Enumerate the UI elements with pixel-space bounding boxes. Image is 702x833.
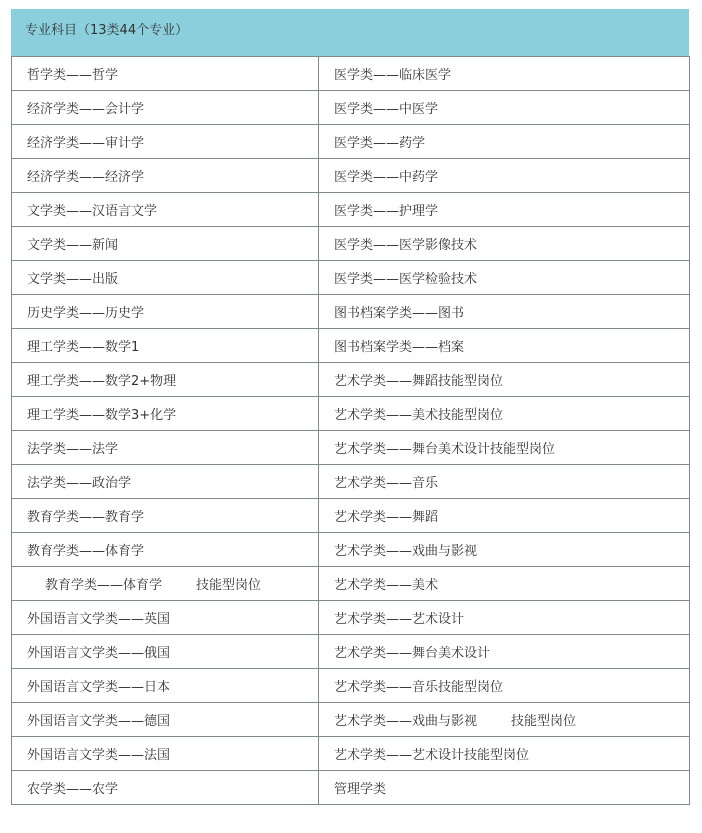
left-cell-text: 外国语言文学类——英国 — [27, 612, 171, 627]
right-cell — [319, 567, 690, 601]
left-cell-text: 教育学类——教育学 — [27, 510, 145, 525]
left-cell-text: 经济学类——经济学 — [27, 170, 145, 185]
left-cell — [12, 329, 319, 363]
right-cell-text: 医学类——医学影像技术 — [334, 238, 478, 253]
table-row — [12, 431, 690, 465]
table-row — [12, 261, 690, 295]
table-row — [12, 227, 690, 261]
left-cell — [12, 295, 319, 329]
right-cell — [319, 601, 690, 635]
table-row — [12, 533, 690, 567]
right-cell — [319, 533, 690, 567]
left-cell — [12, 567, 319, 601]
left-cell-text: 经济学类——会计学 — [27, 102, 145, 117]
right-cell-text: 管理学类 — [334, 782, 387, 797]
right-cell-text: 艺术学类——音乐 — [334, 476, 439, 491]
left-cell-text: 理工学类——数学2+物理 — [27, 374, 177, 389]
left-cell-text: 理工学类——数学1 — [27, 340, 140, 355]
table-row — [12, 567, 690, 601]
right-cell — [319, 499, 690, 533]
left-cell — [12, 159, 319, 193]
left-cell-text: 农学类——农学 — [27, 782, 119, 797]
right-cell-suffix: 技能型岗位 — [511, 714, 577, 729]
table-row — [12, 159, 690, 193]
right-cell — [319, 261, 690, 295]
left-cell — [12, 533, 319, 567]
left-cell — [12, 363, 319, 397]
right-cell — [319, 669, 690, 703]
right-cell — [319, 363, 690, 397]
table-row — [12, 295, 690, 329]
right-cell — [319, 227, 690, 261]
table-row — [12, 363, 690, 397]
table-row — [12, 771, 690, 805]
left-cell — [12, 771, 319, 805]
right-cell-text: 艺术学类——舞蹈技能型岗位 — [334, 374, 504, 389]
right-cell — [319, 57, 690, 91]
left-cell-text: 外国语言文学类——日本 — [27, 680, 171, 695]
left-cell-text: 教育学类——体育学 — [27, 544, 145, 559]
table-row — [12, 601, 690, 635]
right-cell-text: 艺术学类——舞蹈 — [334, 510, 439, 525]
table-row — [12, 397, 690, 431]
table-row — [12, 737, 690, 771]
left-cell — [12, 261, 319, 295]
right-cell — [319, 397, 690, 431]
left-cell — [12, 703, 319, 737]
table-row — [12, 329, 690, 363]
right-cell-text: 艺术学类——美术技能型岗位 — [334, 408, 504, 423]
right-cell-text: 艺术学类——舞台美术设计技能型岗位 — [334, 442, 556, 457]
left-cell-text: 法学类——政治学 — [27, 476, 132, 491]
left-cell — [12, 193, 319, 227]
left-cell-text: 法学类——法学 — [27, 442, 119, 457]
right-cell — [319, 431, 690, 465]
left-cell-text: 文学类——出版 — [27, 272, 119, 287]
left-cell-text: 外国语言文学类——德国 — [27, 714, 171, 729]
right-cell-text: 医学类——医学检验技术 — [334, 272, 478, 287]
right-cell — [319, 295, 690, 329]
left-cell-text: 教育学类——体育学 — [45, 578, 163, 593]
left-cell-text: 外国语言文学类——俄国 — [27, 646, 171, 661]
right-cell — [319, 91, 690, 125]
right-cell — [319, 771, 690, 805]
table-row — [12, 193, 690, 227]
left-cell — [12, 91, 319, 125]
right-cell-text: 图书档案学类——图书 — [334, 306, 465, 321]
right-cell-text: 医学类——中医学 — [334, 102, 439, 117]
right-cell-text: 医学类——中药学 — [334, 170, 439, 185]
right-cell — [319, 465, 690, 499]
table-row — [12, 465, 690, 499]
left-cell-text: 理工学类——数学3+化学 — [27, 408, 177, 423]
right-cell — [319, 635, 690, 669]
right-cell — [319, 159, 690, 193]
left-cell — [12, 125, 319, 159]
right-cell-text: 艺术学类——戏曲与影视 — [334, 714, 478, 729]
right-cell-text: 艺术学类——舞台美术设计 — [334, 646, 491, 661]
right-cell-text: 艺术学类——戏曲与影视 — [334, 544, 478, 559]
left-cell-suffix: 技能型岗位 — [196, 578, 262, 593]
table-row — [12, 703, 690, 737]
right-cell-text: 艺术学类——音乐技能型岗位 — [334, 680, 504, 695]
left-cell-text: 历史学类——历史学 — [27, 306, 145, 321]
right-cell — [319, 737, 690, 771]
left-cell — [12, 397, 319, 431]
subjects-table — [11, 9, 689, 805]
left-cell — [12, 737, 319, 771]
left-cell — [12, 227, 319, 261]
left-cell-text: 哲学类——哲学 — [27, 68, 119, 83]
left-cell — [12, 669, 319, 703]
right-cell — [319, 329, 690, 363]
left-cell — [12, 635, 319, 669]
left-cell — [12, 431, 319, 465]
table-row — [12, 669, 690, 703]
right-cell-text: 医学类——临床医学 — [334, 68, 452, 83]
table-row — [12, 57, 690, 91]
table-row — [12, 635, 690, 669]
header-title: 专业科目（13类44个专业） — [25, 23, 189, 38]
left-cell — [12, 499, 319, 533]
left-cell — [12, 465, 319, 499]
left-cell-text: 文学类——汉语言文学 — [27, 204, 158, 219]
table-row — [12, 125, 690, 159]
right-cell-text: 艺术学类——美术 — [334, 578, 439, 593]
left-cell — [12, 601, 319, 635]
right-cell — [319, 125, 690, 159]
right-cell-text: 艺术学类——艺术设计技能型岗位 — [334, 748, 530, 763]
right-cell-text: 医学类——护理学 — [334, 204, 439, 219]
left-cell-text: 经济学类——审计学 — [27, 136, 145, 151]
right-cell-text: 图书档案学类——档案 — [334, 340, 465, 355]
right-cell — [319, 703, 690, 737]
left-cell-text: 外国语言文学类——法国 — [27, 748, 171, 763]
left-cell — [12, 57, 319, 91]
table-row — [12, 499, 690, 533]
table-row — [12, 91, 690, 125]
right-cell — [319, 193, 690, 227]
right-cell-text: 艺术学类——艺术设计 — [334, 612, 465, 627]
subjects-grid — [11, 56, 690, 805]
right-cell-text: 医学类——药学 — [334, 136, 426, 151]
table-header — [11, 9, 689, 56]
left-cell-text: 文学类——新闻 — [27, 238, 119, 253]
